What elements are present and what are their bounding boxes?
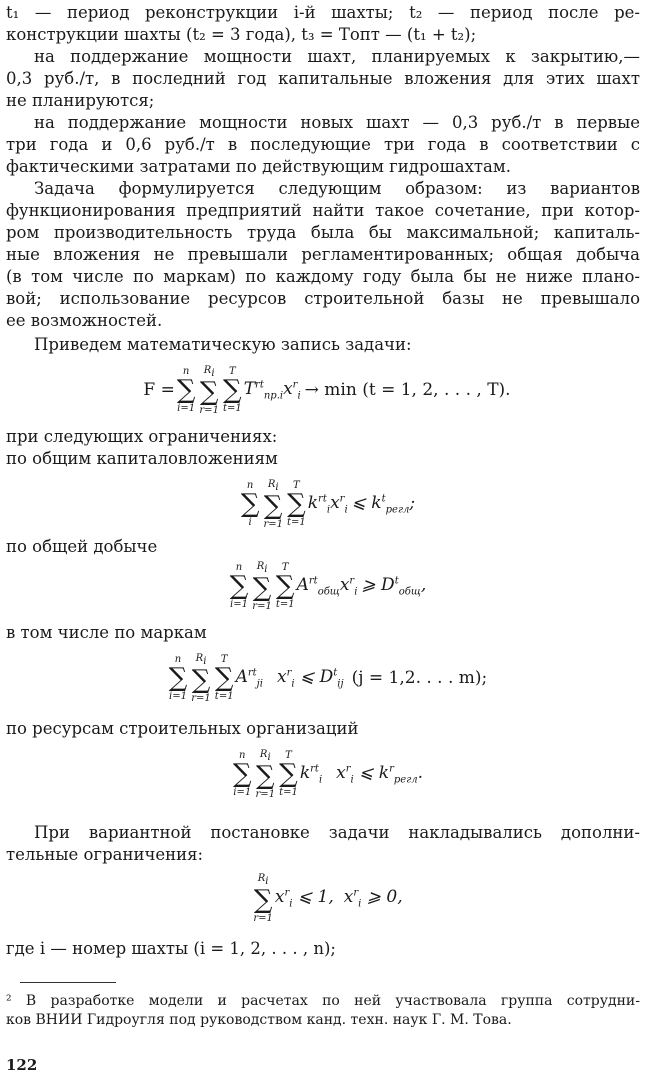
objective-formula — [0, 362, 654, 418]
sum-symbol: n ∑ i=1 — [168, 654, 188, 702]
text-line: конструкции шахты (t₂ = 3 года), t₃ = Tопт — (t₁ + t₂); — [6, 25, 477, 44]
formula-term: $T^{rt}_{пр.i}x^r_i$ — [243, 378, 301, 402]
formula-rhs: → min (t = 1, 2, . . . , T). — [304, 380, 511, 400]
text-line: три года и 0,6 руб./т в последующие три года в соответствии с — [6, 135, 640, 154]
formula-rhs: $x^r_i$ ⩽ $k^r_{регл}$. — [336, 762, 424, 786]
text-line: по ресурсам строительных организаций — [6, 719, 359, 738]
output-constraint-formula — [0, 558, 654, 614]
sum-symbol: $R_i$ ∑ r=1 — [252, 560, 272, 612]
text-line: Приведем математическую запись задачи: — [34, 335, 412, 354]
text-line: Задача формулируется следующим образом: из вариантов — [34, 179, 640, 198]
sum-symbol: n ∑ i=1 — [229, 562, 249, 610]
text-line: 0,3 руб./т, в последний год капитальные вложения для этих шахт — [6, 69, 640, 88]
footnote-divider — [20, 982, 116, 983]
text-line: вой; использование ресурсов строительной базы не превышало — [6, 289, 640, 308]
text-line: при следующих ограничениях: — [6, 427, 278, 446]
text-line: При вариантной постановке задачи накладывались дополни- — [34, 823, 640, 842]
text-line: не планируются; — [6, 91, 155, 110]
formula-term: $x^r_i$ ⩾ 0, — [343, 886, 403, 910]
formula-lhs: F = — [143, 380, 175, 400]
sum-symbol: T ∑ t=1 — [286, 480, 306, 528]
sum-symbol: $R_i$ ∑ r=1 — [255, 748, 276, 800]
formula-rhs: ⩽ $k^t_{регл}$; — [351, 492, 416, 516]
text-line: функционирования предприятий найти такое сочетание, при котор- — [6, 201, 640, 220]
sum-symbol: $R_i$ ∑ r=1 — [263, 478, 283, 530]
sum-symbol: T ∑ t=1 — [279, 750, 298, 798]
page-number: 122 — [6, 1056, 38, 1074]
text-line: в том числе по маркам — [6, 623, 207, 642]
sum-symbol: n ∑ i — [240, 480, 260, 528]
footnote-line: ков ВНИИ Гидроугля под руководством канд. техн. наук Г. М. Това. — [6, 1012, 512, 1028]
text-line: t₁ — период реконструкции i-й шахты; t₂ — период после ре- — [6, 3, 640, 22]
sum-symbol: $R_i$ ∑ r=1 — [191, 652, 211, 704]
capital-constraint-formula — [0, 476, 654, 532]
formula-term: $x^r_i$ ⩽ 1, — [274, 886, 334, 910]
resource-constraint-formula — [0, 744, 654, 804]
variant-constraint-formula — [0, 868, 654, 928]
text-line: (в том числе по маркам) по каждому году была бы не ниже плано- — [6, 267, 640, 286]
text-line: тельные ограничения: — [6, 845, 204, 864]
formula-term: $A^{rt}_{ji}$ — [235, 666, 263, 690]
text-line: по общей добыче — [6, 537, 158, 556]
sum-symbol: $R_i$ ∑ r=1 — [199, 364, 219, 416]
sum-symbol: n ∑ i=1 — [232, 750, 252, 798]
formula-rhs: $x^r_i$ ⩽ $D^t_{ij}$ — [276, 666, 344, 690]
text-line: ром производительность труда была бы максимальной; капиталь- — [6, 223, 640, 242]
sum-symbol: T ∑ t=1 — [275, 562, 295, 610]
text-line: ные вложения не превышали регламентированных; общая добыча — [6, 245, 640, 264]
text-line: ее возможностей. — [6, 311, 163, 330]
footnote-line: ² В разработке модели и расчетах по ней участвовала группа сотрудни- — [6, 993, 640, 1009]
sum-symbol: $R_i$ ∑ r=1 — [253, 872, 273, 924]
text-line: по общим капиталовложениям — [6, 449, 278, 468]
formula-rhs: ⩾ $D^t_{общ}$, — [361, 574, 427, 598]
formula-term: $A^{rt}_{общ}x^r_i$ — [296, 574, 358, 598]
sum-symbol: T ∑ t=1 — [214, 654, 234, 702]
text-line: на поддержание мощности шахт, планируемых к закрытию,— — [34, 47, 640, 66]
grade-constraint-formula — [0, 648, 654, 708]
text-line: на поддержание мощности новых шахт — 0,3 руб./т в первые — [34, 113, 640, 132]
formula-term: $k^{rt}_i$ — [299, 762, 323, 786]
sum-symbol: n ∑ i=1 — [176, 366, 196, 414]
formula-term: $k^{rt}_ix^r_i$ — [307, 492, 348, 516]
formula-tail: (j = 1,2. . . . m); — [351, 668, 488, 688]
text-line: фактическими затратами по действующим гидрошахтам. — [6, 157, 511, 176]
sum-symbol: T ∑ t=1 — [222, 366, 242, 414]
text-line: где i — номер шахты (i = 1, 2, . . . , n); — [6, 939, 336, 958]
